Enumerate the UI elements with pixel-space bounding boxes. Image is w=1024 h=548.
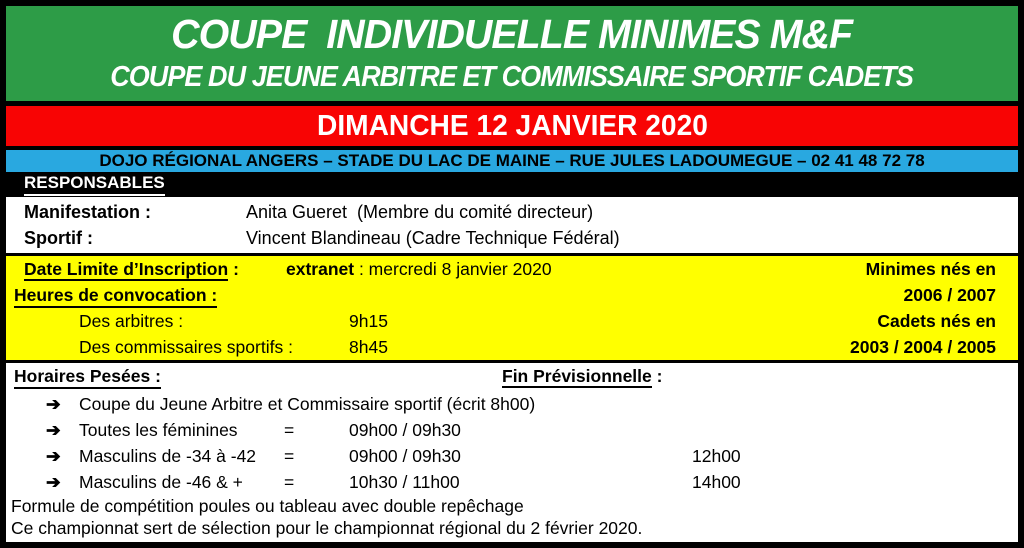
- weighin-time: 09h00 / 09h30: [349, 420, 461, 440]
- item-text: Coupe du Jeune Arbitre et Commissaire sportif (écrit 8h00): [79, 394, 536, 414]
- arrow-bullet-icon: ➔: [46, 394, 61, 414]
- date-banner: [6, 106, 1018, 146]
- arbitres-label: Des arbitres :: [79, 311, 184, 331]
- venue-address: DOJO RÉGIONAL ANGERS – STADE DU LAC DE MAINE – RUE JULES LADOUMEGUE – 02 41 48 72 78: [99, 151, 925, 170]
- event-date: DIMANCHE 12 JANVIER 2020: [316, 109, 708, 142]
- arrow-bullet-icon: ➔: [46, 472, 61, 492]
- venue-banner: [6, 150, 1018, 172]
- item-text: Masculins de -34 à -42: [79, 446, 257, 466]
- list-item: [6, 391, 1018, 417]
- item-text: Masculins de -46 & +: [79, 472, 243, 492]
- table-row: [6, 199, 1018, 225]
- list-item: [6, 443, 1018, 469]
- title-banner: [6, 6, 1018, 101]
- weighin-time: 09h00 / 09h30: [349, 446, 461, 466]
- commissaires-label: Des commissaires sportifs :: [79, 337, 293, 357]
- formula-text: Formule de compétition poules ou tableau avec double repêchage: [11, 496, 524, 516]
- schedule-header-row: [6, 363, 1018, 391]
- equals-sign: =: [284, 420, 295, 440]
- weighin-time: 10h30 / 11h00: [349, 472, 460, 492]
- responsables-title: RESPONSABLES: [24, 173, 165, 196]
- category-line: 2003 / 2004 / 2005: [850, 337, 996, 357]
- convocation-row: [6, 282, 1018, 308]
- page-title: COUPE INDIVIDUELLE MINIMES M&F: [171, 11, 853, 58]
- equals-sign: =: [284, 472, 295, 492]
- responsables-header: [6, 172, 1018, 197]
- schedule-section: [6, 363, 1018, 542]
- category-line: 2006 / 2007: [903, 285, 996, 305]
- arrow-bullet-icon: ➔: [46, 420, 61, 440]
- item-text: Toutes les féminines: [79, 420, 238, 440]
- arbitres-row: [6, 308, 1018, 334]
- table-row: [6, 225, 1018, 251]
- sportif-value: Vincent Blandineau (Cadre Technique Fédéral): [246, 227, 620, 248]
- deadline-row: [6, 256, 1018, 282]
- deadline-value: extranet : mercredi 8 janvier 2020: [286, 259, 552, 279]
- selection-text: Ce championnat sert de sélection pour le championnat régional du 2 février 2020.: [11, 518, 643, 538]
- arbitres-time: 9h15: [349, 311, 388, 331]
- responsables-section: [6, 197, 1018, 253]
- manifestation-value: Anita Gueret (Membre du comité directeur): [246, 201, 594, 222]
- list-item: [6, 469, 1018, 495]
- category-line: Minimes nés en: [865, 259, 996, 279]
- sportif-label: Sportif :: [24, 227, 93, 248]
- end-time: 14h00: [692, 472, 741, 492]
- formula-row: [6, 495, 1018, 517]
- list-item: [6, 417, 1018, 443]
- inscription-section: [6, 256, 1018, 360]
- weighin-label: Horaires Pesées :: [14, 366, 161, 389]
- category-line: Cadets nés en: [877, 311, 996, 331]
- convocation-label: Heures de convocation :: [14, 285, 217, 308]
- commissaires-row: [6, 334, 1018, 360]
- equals-sign: =: [284, 446, 295, 466]
- end-label: Fin Prévisionnelle :: [502, 366, 663, 386]
- deadline-label: Date Limite d’Inscription :: [24, 259, 239, 279]
- page-subtitle: COUPE DU JEUNE ARBITRE ET COMMISSAIRE SPORTIF CADETS: [110, 61, 914, 94]
- manifestation-label: Manifestation :: [24, 201, 152, 222]
- selection-row: [6, 517, 1018, 539]
- arrow-bullet-icon: ➔: [46, 446, 61, 466]
- commissaires-time: 8h45: [349, 337, 388, 357]
- end-time: 12h00: [692, 446, 741, 466]
